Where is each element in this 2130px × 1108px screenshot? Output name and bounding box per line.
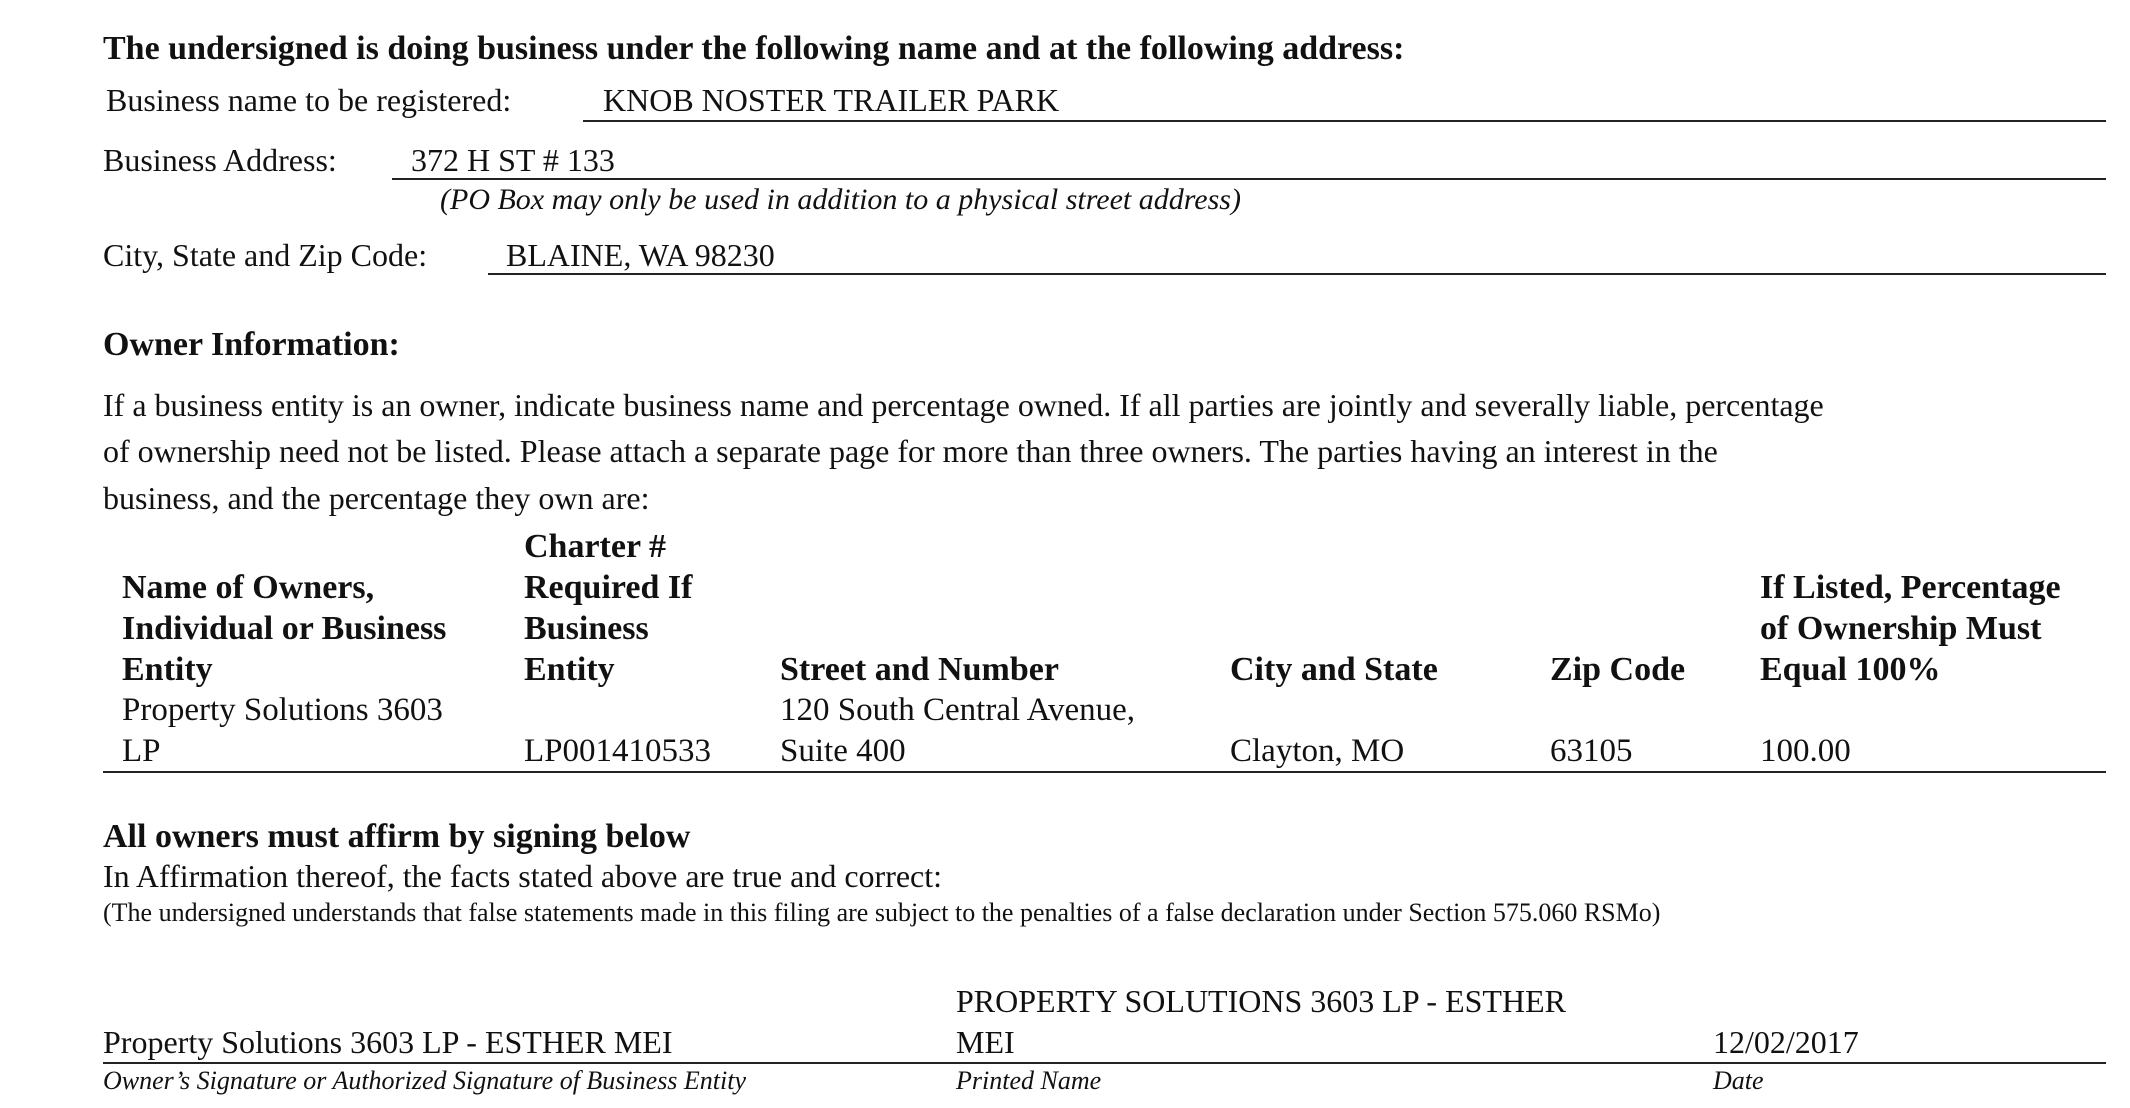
business-address-label: Business Address:	[103, 142, 337, 178]
business-address-value: 372 H ST # 133	[411, 142, 615, 178]
owner-info-paragraph-line: of ownership need not be listed. Please attach a separate page for more than three owners. The parties having an interest in the	[103, 433, 1718, 469]
intro-heading: The undersigned is doing business under the following name and at the following address:	[103, 30, 1405, 67]
signature-label: Owner’s Signature or Authorized Signature of Business Entity	[103, 1066, 747, 1095]
printed-name-label: Printed Name	[956, 1066, 1102, 1095]
table-cell-percentage: 100.00	[1760, 733, 1851, 769]
header-city-state: City and State	[1230, 651, 1438, 688]
city-state-zip-value: BLAINE, WA 98230	[506, 237, 775, 273]
header-owner-name: Name of Owners, Individual or Business Entity	[122, 569, 447, 688]
owner-info-paragraph-line: business, and the percentage they own are:	[103, 480, 650, 516]
header-charter: Charter # Required If Business Entity	[524, 528, 693, 688]
business-name-value: KNOB NOSTER TRAILER PARK	[603, 82, 1060, 118]
header-street: Street and Number	[780, 651, 1059, 688]
table-cell-city-state: Clayton, MO	[1230, 733, 1405, 769]
signature-value: Property Solutions 3603 LP - ESTHER MEI	[103, 1024, 673, 1060]
table-cell-owner: Property Solutions 3603 LP	[122, 692, 443, 769]
header-zip: Zip Code	[1550, 651, 1686, 688]
header-percentage: If Listed, Percentage of Ownership Must Equal 100%	[1760, 569, 2061, 688]
business-address-underline	[392, 178, 2106, 180]
table-cell-street: 120 South Central Avenue, Suite 400	[780, 692, 1136, 769]
city-state-zip-underline	[488, 273, 2106, 275]
business-name-label: Business name to be registered:	[106, 82, 512, 118]
printed-name-value: PROPERTY SOLUTIONS 3603 LP - ESTHER MEI	[956, 983, 1566, 1060]
signature-rule	[103, 1062, 2106, 1064]
owner-info-heading: Owner Information:	[103, 326, 400, 363]
date-label: Date	[1713, 1066, 1764, 1095]
date-value: 12/02/2017	[1713, 1024, 1859, 1060]
table-bottom-rule	[103, 771, 2106, 773]
affirmation-heading: All owners must affirm by signing below	[103, 818, 691, 855]
owner-info-paragraph-line: If a business entity is an owner, indicate business name and percentage owned. If all parties are jointly and severally liable, percentage	[103, 387, 1824, 423]
address-note: (PO Box may only be used in addition to a physical street address)	[440, 183, 1241, 216]
table-cell-charter: LP001410533	[524, 733, 712, 769]
affirmation-statement: In Affirmation thereof, the facts stated above are true and correct:	[103, 858, 943, 894]
business-name-underline	[583, 120, 2106, 122]
table-cell-zip: 63105	[1550, 733, 1633, 769]
city-state-zip-label: City, State and Zip Code:	[103, 237, 428, 273]
affirmation-disclaimer: (The undersigned understands that false statements made in this filing are subject to the penalties of a false declaration under Section 575.060 RSMo)	[103, 898, 1661, 927]
